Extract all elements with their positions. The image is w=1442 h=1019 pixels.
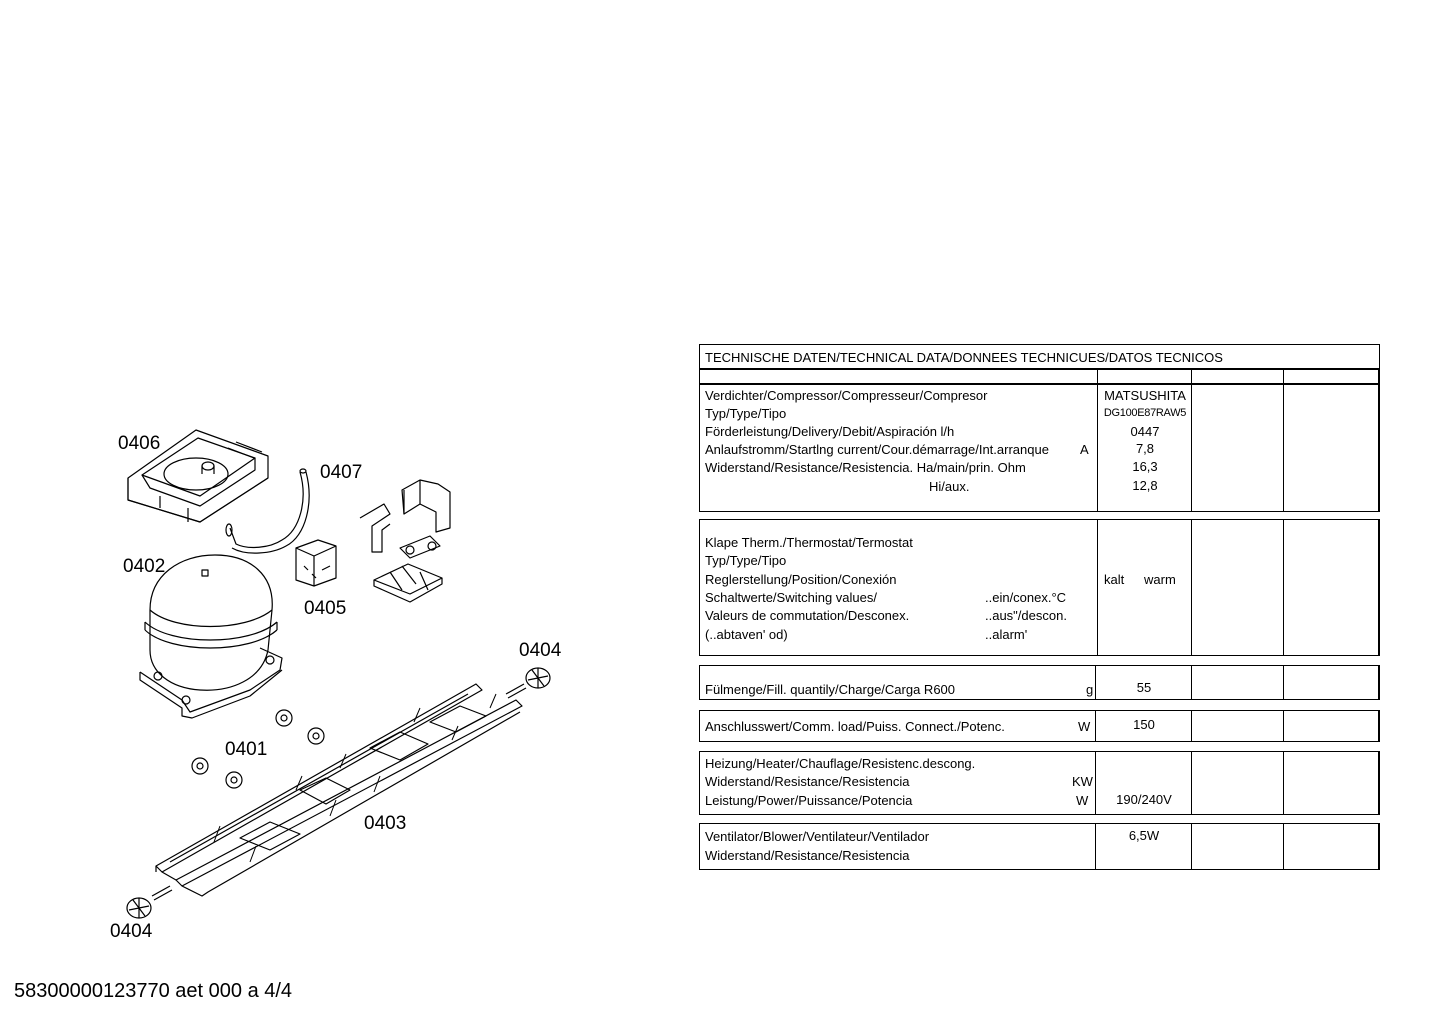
part-label-0404-bottom: 0404 [110,921,153,942]
position-label: Reglerstellung/Position/Conexión [705,572,897,587]
alarm-label: ..alarm' [985,627,1028,642]
switching-values-label: Schaltwerte/Switching values/ [705,590,877,605]
blower-resistance-label: Widerstand/Resistance/Resistencia [705,848,910,863]
connected-load-label: Anschlusswert/Comm. load/Puiss. Connect./Potenc. [705,719,1005,734]
heater-power-unit: W [1076,793,1089,808]
part-label-0402: 0402 [123,556,166,577]
starting-current-label: Anlaufstromm/Startlng current/Cour.démarrage/Int.arranque [705,442,1049,457]
connected-load-unit: W [1078,719,1091,734]
fill-quantity-value: 55 [1136,680,1152,695]
fill-quantity-unit: g [1086,682,1094,697]
position-warm-value: warm [1144,572,1176,587]
thermostat-type-label: Typ/Type/Tipo [705,553,787,568]
resistance-main-value: 16,3 [1132,459,1158,474]
compressor-type-label: Typ/Type/Tipo [705,406,787,421]
part-label-0405: 0405 [304,598,347,619]
compressor-make-value: MATSUSHITA [1104,388,1186,403]
heater-resistance-label: Widerstand/Resistance/Resistencia [705,774,910,789]
part-label-0404-top: 0404 [519,640,562,661]
heater-power-label: Leistung/Power/Puissance/Potencia [705,793,913,808]
heater-label: Heizung/Heater/Chauflage/Resistenc.descong. [705,756,976,771]
table-header: TECHNISCHE DATEN/TECHNICAL DATA/DONNEES TECHNICUES/DATOS TECNICOS [705,350,1223,365]
resistance-main-label: Widerstand/Resistance/Resistencia. Ha/main/prin. Ohm [705,460,1026,475]
compressor-label: Verdichter/Compressor/Compresseur/Compresor [705,388,988,403]
heater-resistance-unit: KW [1072,774,1093,789]
part-label-0407: 0407 [320,462,363,483]
starting-current-unit: A [1080,442,1089,457]
defrost-label: (..abtaven' od) [705,627,788,642]
part-label-0406: 0406 [118,433,161,454]
connected-load-value: 150 [1133,717,1155,732]
resistance-aux-value: 12,8 [1132,478,1158,493]
switching-off-label: ..aus"/descon. [985,608,1067,623]
commutation-values-label: Valeurs de commutation/Desconex. [705,608,910,623]
document-number: 58300000123770 aet 000 a 4/4 [14,980,293,1002]
heater-power-value: 190/240V [1116,792,1172,807]
thermostat-label: Klape Therm./Thermostat/Termostat [705,535,913,550]
delivery-value: 0447 [1130,424,1160,439]
fill-quantity-label: Fülmenge/Fill. quantily/Charge/Carga R600 [705,682,956,697]
position-cold-value: kalt [1104,572,1125,587]
resistance-aux-label: Hi/aux. [929,479,970,494]
blower-label: Ventilator/Blower/Ventilateur/Ventilador [705,829,930,844]
part-label-0403: 0403 [364,813,407,834]
switching-on-label: ..ein/conex.°C [985,590,1067,605]
blower-value: 6,5W [1128,828,1160,843]
compressor-type-value: DG100E87RAW5 [1103,407,1187,419]
part-label-0401: 0401 [225,739,268,760]
starting-current-value: 7,8 [1135,441,1155,456]
delivery-label: Förderleistung/Delivery/Debit/Aspiración l/h [705,424,955,439]
